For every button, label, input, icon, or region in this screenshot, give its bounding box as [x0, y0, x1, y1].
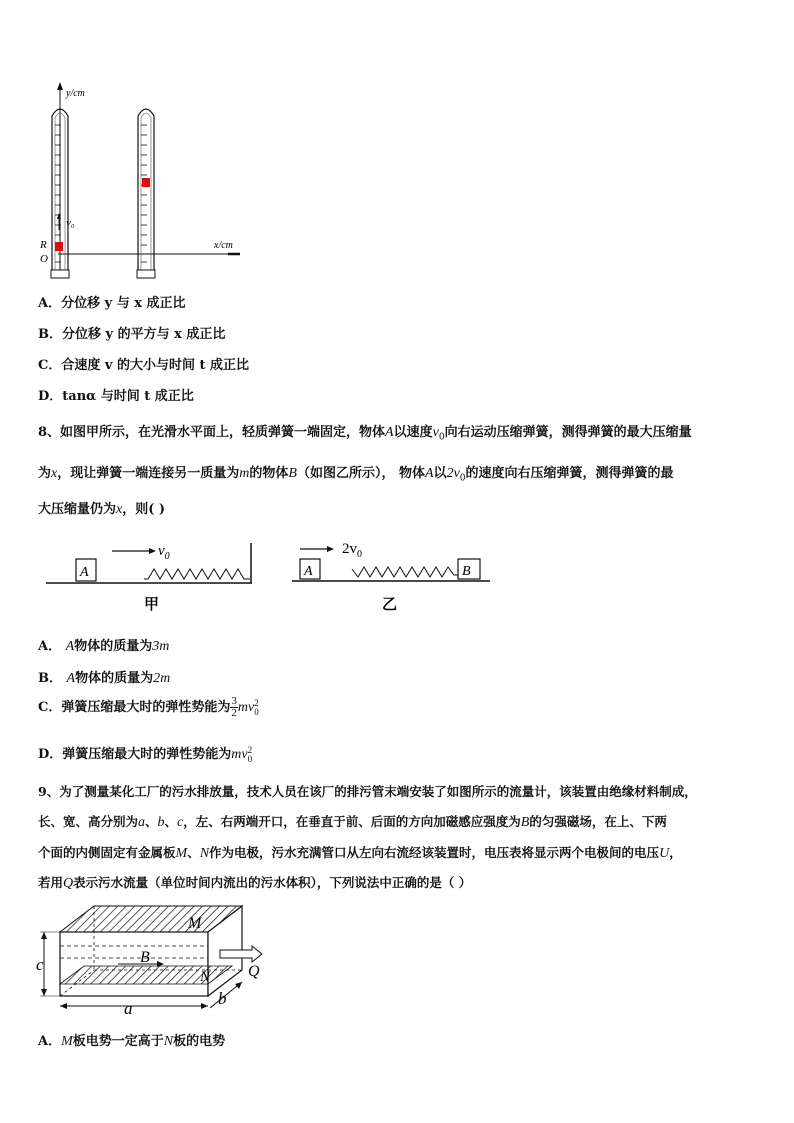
svg-text:v0: $v_0$ [158, 543, 170, 562]
y-axis-label: y/cm [66, 88, 85, 99]
spring-figure-yi [286, 535, 501, 615]
q8-option-b[interactable]: B． A物体的质量为2m [38, 671, 171, 686]
caption-jia: 甲 [144, 595, 160, 613]
red-block-end [142, 178, 150, 187]
q9-line-3: 个面的内侧固定有金属板M、N作为电极，污水充满管口从左向右流经该装置时，电压表将显示两个电极间的电压U， [38, 845, 682, 861]
red-block-start [55, 242, 63, 251]
svg-text:A: A [80, 565, 89, 580]
svg-text:Q: Q [248, 963, 260, 980]
svg-text:M: M [188, 915, 202, 932]
q8-option-d[interactable]: D．弹簧压缩最大时的弹性势能为mv 2 0 [38, 744, 253, 764]
q8-option-a[interactable]: A． A物体的质量为3m [38, 639, 170, 654]
q9-line-1: 9、为了测量某化工厂的污水排放量，技术人员在该厂的排污管末端安装了如图所示的流量计，该装置由绝缘材料制成， [38, 784, 697, 799]
svg-text:N: N [200, 969, 211, 985]
q9-option-a[interactable]: A．M板电势一定高于N板的电势 [38, 1034, 226, 1049]
q9-line-2: 长、宽、高分别为a、b、c，左、右两端开口，在垂直于前、后面的方向加磁感应强度为B的匀强磁场，在上、下两 [38, 814, 667, 830]
svg-text:2v0: $2v_0$ [342, 541, 362, 560]
x-axis-label: x/cm [214, 240, 233, 251]
caption-yi: 乙 [382, 595, 398, 613]
spring-figure-jia [40, 535, 265, 615]
svg-text:B: B [140, 949, 150, 966]
svg-text:b: b [218, 989, 227, 1008]
q8-option-c[interactable]: C．弹簧压缩最大时的弹性势能为 $\frac{3}{2}$ mv 2 0 [38, 695, 259, 719]
tube-figure [30, 80, 250, 285]
q8-line-1: 8、如图甲所示，在光滑水平面上，轻质弹簧一端固定，物体A以速度$v_0$向右运动压缩弹簧，测得弹簧的最大压缩量 [38, 425, 692, 443]
q7-option-b[interactable]: B．分位移 y 的平方与 x 成正比 [38, 327, 226, 342]
svg-text:a: a [124, 999, 133, 1018]
q7-option-a[interactable]: A．分位移 y 与 x 成正比 [38, 296, 186, 311]
o-label: O [40, 253, 48, 265]
q8-line-3: 大压缩量仍为x，则( ) [38, 502, 166, 517]
q8-line-2: 为x，现让弹簧一端连接另一质量为m的物体B（如图乙所示）， 物体A以$2v_0$的速度向右压缩弹簧，测得弹簧的最 [38, 466, 674, 484]
q7-option-d[interactable]: D．tanα 与时间 t 成正比 [38, 389, 194, 404]
flowmeter-figure [30, 900, 280, 1018]
svg-text:B: B [462, 564, 471, 579]
svg-text:c: c [36, 955, 44, 974]
v0-label: v₀ [66, 217, 75, 229]
svg-text:A: A [304, 564, 313, 579]
q7-option-c[interactable]: C．合速度 v 的大小与时间 t 成正比 [38, 358, 250, 373]
r-label: R [40, 239, 47, 251]
q9-line-4: 若用Q表示污水流量（单位时间内流出的污水体积），下列说法中正确的是（ ） [38, 875, 472, 891]
